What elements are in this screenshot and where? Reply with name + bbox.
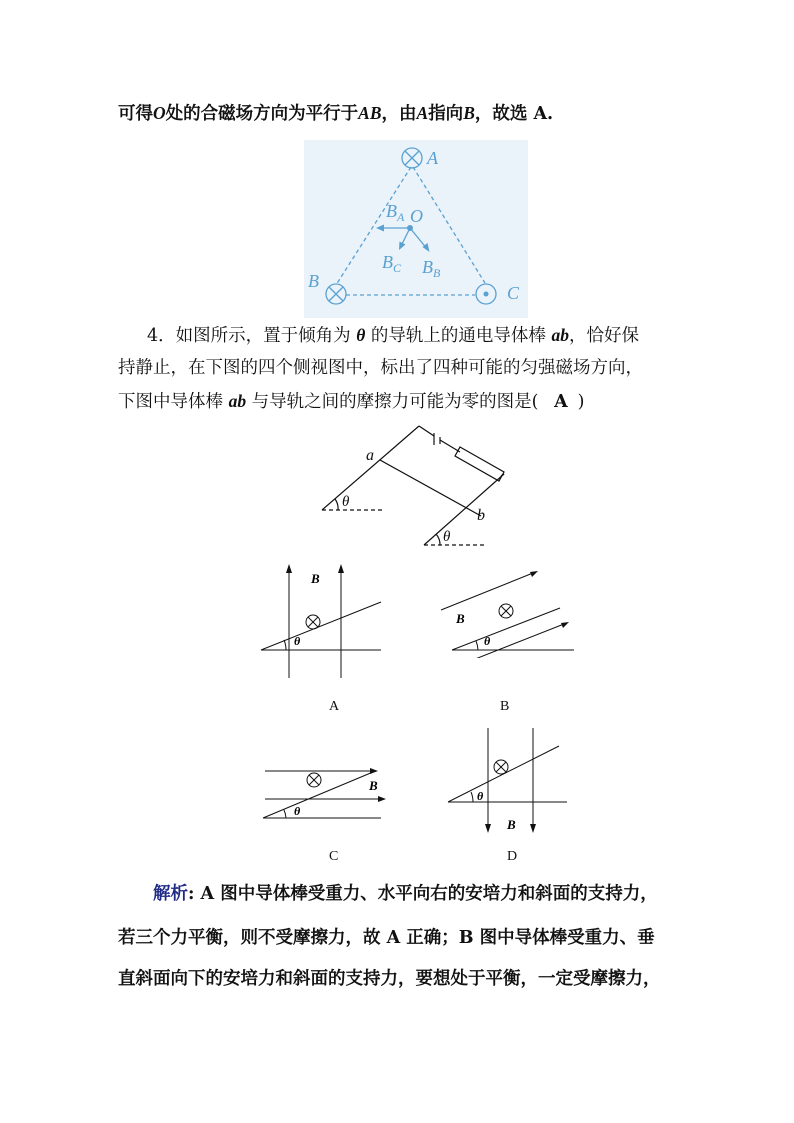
label-a-end: a	[366, 447, 374, 464]
analysis-line-3: 直斜面向下的安培力和斜面的支持力，要想处于平衡，一定受摩擦力，	[118, 969, 661, 989]
field-line-1	[441, 573, 533, 610]
option-d-caption: D	[507, 849, 518, 864]
b-label: B	[456, 611, 465, 626]
label-c: C	[507, 283, 520, 303]
wire-c-dot	[484, 292, 489, 297]
label-a: A	[427, 148, 438, 168]
option-b-figure	[438, 562, 578, 658]
rod-into-page-icon	[306, 615, 320, 629]
label-b-end: b	[477, 507, 485, 524]
incline	[263, 772, 373, 818]
wire-top	[419, 426, 434, 436]
b-label: B	[369, 778, 378, 793]
label-bb: $B_B$	[422, 257, 441, 280]
b-label: B	[311, 571, 320, 586]
rail-left	[322, 426, 419, 510]
question-line-3: 下图中导体棒 ab 与导轨之间的摩擦力可能为零的图是( A )	[118, 391, 585, 412]
analysis-line-1: 解析: A 图中导体棒受重力、水平向右的安培力和斜面的支持力，	[153, 884, 658, 904]
question-answer: A	[554, 392, 568, 412]
option-a-caption: A	[329, 699, 340, 714]
label-bc: $B_C$	[382, 252, 402, 275]
label-ba: $B_A$	[386, 201, 405, 224]
theta-label: θ	[484, 634, 491, 648]
option-d-figure	[445, 726, 570, 836]
option-a-figure	[258, 562, 388, 684]
option-b-caption: B	[500, 699, 510, 714]
label-o: O	[410, 206, 423, 226]
rod-into-page-icon	[307, 773, 321, 787]
previous-answer-line: 可得O处的合磁场方向为平行于AB，由A指向B，故选 A.	[118, 103, 554, 124]
theta-label: θ	[477, 789, 484, 803]
angle-arc-1	[335, 499, 338, 510]
theta-2: θ	[443, 529, 451, 545]
incline	[261, 602, 381, 650]
theta-1: θ	[342, 494, 350, 510]
rail-circuit-figure	[314, 420, 514, 550]
conductor-rod-ab	[380, 460, 481, 516]
label-b: B	[308, 271, 319, 291]
theta-label: θ	[294, 634, 301, 648]
option-c-figure	[258, 760, 390, 824]
angle-arc-2	[436, 534, 440, 545]
rod-into-page-icon	[494, 760, 508, 774]
question-line-1: 4．如图所示，置于倾角为 θ 的导轨上的通电导体棒 ab，恰好保	[147, 325, 639, 346]
analysis-label: 解析	[153, 884, 188, 904]
option-c-caption: C	[329, 849, 339, 864]
rod-into-page-icon	[499, 604, 513, 618]
question-line-2: 持静止，在下图的四个侧视图中，标出了四种可能的匀强磁场方向，	[118, 358, 643, 378]
b-label: B	[507, 817, 516, 832]
analysis-line-2: 若三个力平衡，则不受摩擦力，故 A 正确；B 图中导体棒受重力、垂	[118, 928, 655, 948]
triangle-field-figure	[304, 140, 528, 318]
incline	[452, 608, 560, 650]
theta-label: θ	[294, 804, 301, 818]
resistor-icon	[455, 447, 504, 481]
